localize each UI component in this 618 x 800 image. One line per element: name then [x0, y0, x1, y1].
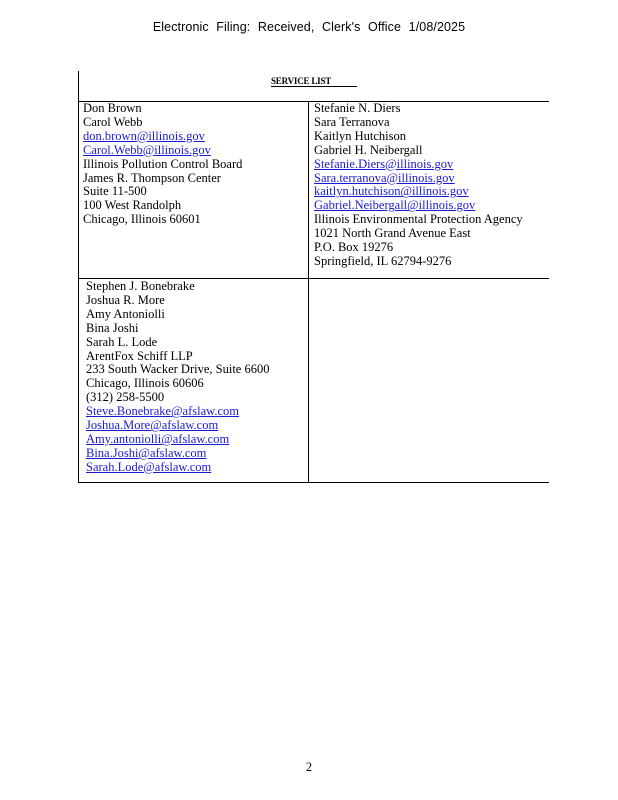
contact-cell-pollution-control-board — [83, 102, 242, 227]
contact-line: 233 South Wacker Drive, Suite 6600 — [86, 362, 270, 377]
table-left-border — [78, 71, 79, 482]
contact-line: Sarah L. Lode — [86, 334, 158, 349]
contact-line: Amy Antoniolli — [86, 306, 165, 321]
contact-line: Sara Terranova — [314, 114, 390, 129]
contact-line: 1021 North Grand Avenue East — [314, 226, 471, 241]
contact-line: Don Brown — [83, 101, 142, 115]
contact-line: Springfield, IL 62794-9276 — [314, 253, 452, 268]
email-link[interactable]: Amy.antoniolli@afslaw.com — [86, 431, 230, 446]
service-list-title-underline — [271, 86, 357, 87]
contact-cell-arentfox-schiff — [86, 280, 269, 475]
filing-stamp-header: Electronic Filing: Received, Clerk's Office 1/08/2025 — [152, 20, 466, 34]
contact-line: Suite 11-500 — [83, 184, 147, 199]
table-rule-center — [308, 101, 309, 483]
email-link[interactable]: Sara.terranova@illinois.gov — [314, 170, 455, 185]
contact-line: Illinois Environmental Protection Agency — [314, 212, 523, 227]
contact-line: Illinois Pollution Control Board — [83, 156, 243, 171]
contact-line: Kaitlyn Hutchison — [314, 128, 407, 143]
contact-line: Stephen J. Bonebrake — [86, 279, 195, 293]
email-link[interactable]: kaitlyn.hutchison@illinois.gov — [314, 184, 469, 199]
email-link[interactable]: Joshua.More@afslaw.com — [86, 418, 219, 433]
contact-line: P.O. Box 19276 — [314, 240, 394, 255]
contact-line: (312) 258-5500 — [86, 390, 165, 405]
contact-cell-illinois-epa — [314, 102, 523, 269]
email-link[interactable]: don.brown@illinois.gov — [83, 128, 205, 143]
email-link[interactable]: Stefanie.Diers@illinois.gov — [314, 156, 454, 171]
table-rule-bottom — [78, 482, 549, 483]
contact-line: Carol Webb — [83, 114, 143, 129]
contact-line: Stefanie N. Diers — [314, 101, 401, 115]
service-list-title: SERVICE LIST — [271, 76, 332, 86]
contact-line: James R. Thompson Center — [83, 170, 221, 185]
email-link[interactable]: Sarah.Lode@afslaw.com — [86, 459, 212, 474]
email-link[interactable]: Carol.Webb@illinois.gov — [83, 142, 211, 157]
contact-line: Joshua R. More — [86, 292, 165, 307]
email-link[interactable]: Gabriel.Neibergall@illinois.gov — [314, 198, 476, 213]
contact-line: Chicago, Illinois 60601 — [83, 212, 201, 227]
email-link[interactable]: Steve.Bonebrake@afslaw.com — [86, 404, 240, 419]
contact-line: Gabriel H. Neibergall — [314, 142, 423, 157]
email-link[interactable]: Bina.Joshi@afslaw.com — [86, 445, 207, 460]
contact-line: Bina Joshi — [86, 320, 139, 335]
page-number: 2 — [305, 760, 313, 774]
contact-line: ArentFox Schiff LLP — [86, 348, 193, 363]
contact-line: Chicago, Illinois 60606 — [86, 376, 204, 391]
contact-line: 100 West Randolph — [83, 198, 182, 213]
